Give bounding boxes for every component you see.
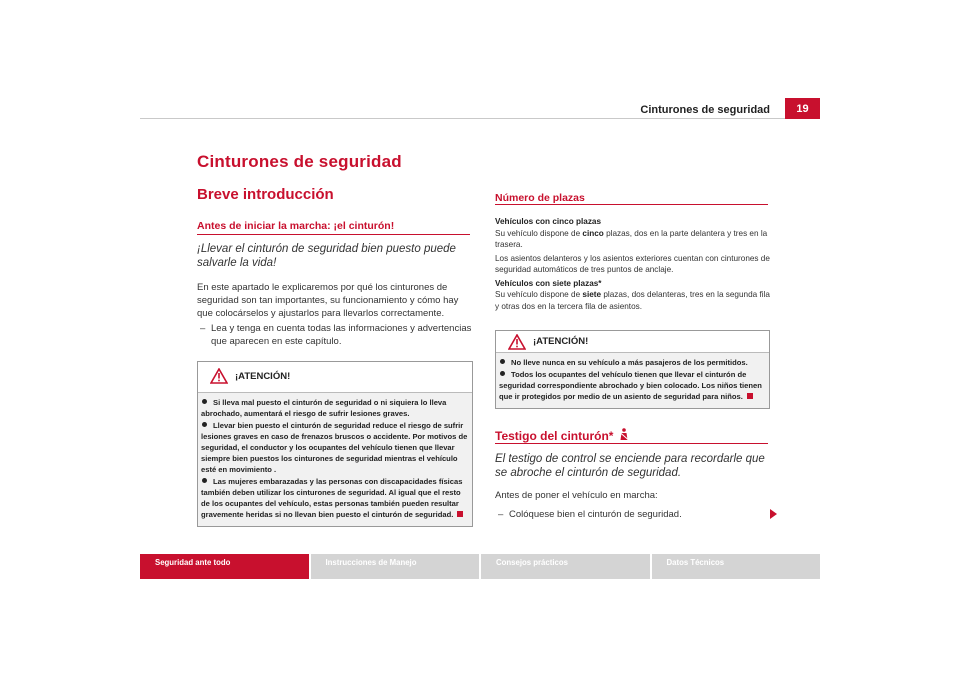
warning-item bbox=[201, 420, 470, 475]
footer-tab-tips[interactable]: Consejos prácticos bbox=[481, 554, 652, 579]
warning-body bbox=[198, 393, 472, 526]
seven-seat-heading: Vehículos con siete plazas* bbox=[495, 278, 602, 288]
bullet bbox=[500, 359, 505, 364]
section-paragraph: En este apartado le explicaremos por qué los cinturones de seguridad son tan importantes, su funcionamiento y cómo hay que colocárselos y ajustarlos para llevarlos correctamente. bbox=[197, 282, 459, 319]
bullet bbox=[202, 478, 207, 483]
five-seat-heading: Vehículos con cinco plazas bbox=[495, 217, 602, 226]
belt-warning-paragraph: Antes de poner el vehículo en marcha: bbox=[495, 490, 658, 501]
warning-item-text: Todos los ocupantes del vehículo tienen que llevar el cinturón de seguridad correspondiente abrochado y bien colocado. Los niños tienen que ir protegidos por medio de un asiento de seguridad para niños. bbox=[499, 370, 762, 401]
seatbelt-warning-icon bbox=[619, 428, 629, 441]
bullet bbox=[202, 399, 207, 404]
warning-title: ¡ATENCIÓN! bbox=[533, 336, 589, 347]
warning-body bbox=[496, 353, 769, 408]
footer-tab-technical[interactable]: Datos Técnicos bbox=[652, 554, 821, 579]
dash-list-item bbox=[495, 508, 770, 521]
section-rule bbox=[495, 443, 768, 444]
seven-seat-text: Su vehículo dispone de siete plazas, dos delanteras, tres en la segunda fila y otras dos en la tercera fila de asientos. bbox=[495, 290, 770, 311]
warning-item bbox=[499, 369, 767, 402]
end-of-section-marker bbox=[747, 393, 753, 399]
section-rule bbox=[197, 234, 470, 235]
chapter-title: Cinturones de seguridad bbox=[197, 152, 402, 171]
belt-warning-intro: El testigo de control se enciende para recordarle que se abroche el cinturón de seguridad. bbox=[495, 453, 765, 479]
bullet bbox=[500, 371, 505, 376]
warning-header bbox=[198, 362, 472, 393]
warning-item-text: Las mujeres embarazadas y las personas con discapacidades físicas también deben utilizar los cinturones de seguridad. Al igual que el resto de los ocupantes del vehículo, estas personas también pueden resultar gravemente heridas si no llevan bien puesto el cinturón de seguridad. bbox=[201, 477, 463, 519]
dash-list-item bbox=[197, 322, 472, 348]
page-number: 19 bbox=[785, 98, 820, 119]
warning-item-text: Si lleva mal puesto el cinturón de seguridad o ni siquiera lo lleva abrochado, aumentará el riesgo de sufrir lesiones graves. bbox=[201, 398, 447, 418]
warning-box-left bbox=[197, 361, 473, 527]
five-seat-text-2: Los asientos delanteros y los asientos exteriores cuentan con cinturones de seguridad automáticos de tres puntos de anclaje. bbox=[495, 253, 770, 274]
dash-item-text: Lea y tenga en cuenta todas las informaciones y advertencias que aparecen en este capítulo. bbox=[211, 323, 472, 347]
warning-item-text: Llevar bien puesto el cinturón de seguridad reduce el riesgo de sufrir lesiones graves en caso de frenazos bruscos o accidente. Por motivos de seguridad, el conductor y los ocupantes del vehículo tienen que llevar siempre bien puestos los cinturones de seguridad mientras el vehículo esté en movimiento . bbox=[201, 421, 468, 474]
bullet bbox=[202, 422, 207, 427]
warning-item bbox=[201, 476, 470, 520]
dash-marker: – bbox=[498, 509, 504, 520]
footer-nav bbox=[140, 554, 820, 579]
five-seat-block bbox=[495, 216, 770, 312]
five-seat-text: Su vehículo dispone de cinco plazas, dos en la parte delantera y tres en la trasera. bbox=[495, 228, 768, 249]
header-rule bbox=[140, 118, 785, 119]
section-title-seats: Número de plazas bbox=[495, 192, 585, 204]
running-header-title: Cinturones de seguridad bbox=[640, 104, 770, 116]
warning-item bbox=[499, 357, 767, 368]
chapter-subtitle: Breve introducción bbox=[197, 186, 334, 203]
warning-triangle-icon bbox=[508, 334, 526, 350]
warning-box-right bbox=[495, 330, 770, 409]
end-of-section-marker bbox=[457, 511, 463, 517]
section-title-belt-warning: Testigo del cinturón* bbox=[495, 428, 629, 443]
section-rule bbox=[495, 204, 768, 205]
dash-item-text: Colóquese bien el cinturón de seguridad. bbox=[509, 509, 682, 520]
arrow-right-icon[interactable] bbox=[770, 509, 777, 519]
section-title-belt: Antes de iniciar la marcha: ¡el cinturón! bbox=[197, 220, 395, 232]
warning-title: ¡ATENCIÓN! bbox=[235, 371, 291, 382]
footer-tab-safety[interactable]: Seguridad ante todo bbox=[140, 554, 311, 579]
footer-tab-operation[interactable]: Instrucciones de Manejo bbox=[311, 554, 482, 579]
warning-item-text: No lleve nunca en su vehículo a más pasajeros de los permitidos. bbox=[511, 358, 748, 367]
warning-item bbox=[201, 397, 470, 419]
warning-header bbox=[496, 331, 769, 353]
warning-triangle-icon bbox=[210, 368, 228, 384]
section-intro: ¡Llevar el cinturón de seguridad bien puesto puede salvarle la vida! bbox=[197, 243, 456, 269]
dash-marker: – bbox=[200, 323, 206, 334]
